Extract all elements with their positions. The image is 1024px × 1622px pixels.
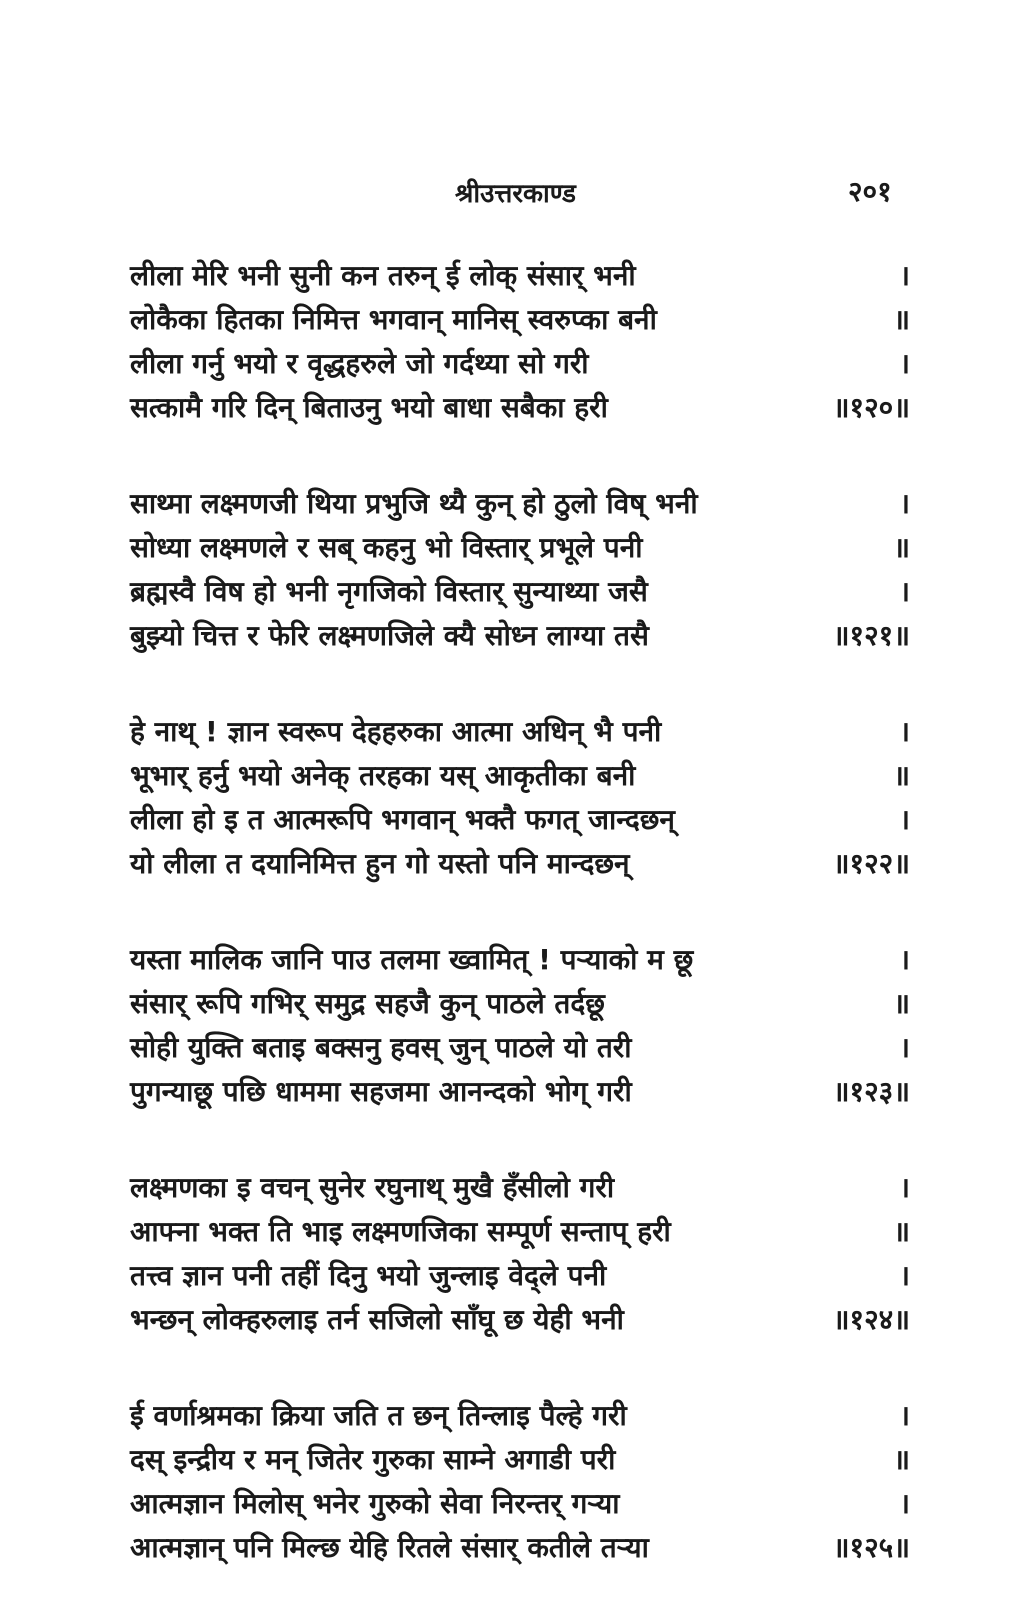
verse-text: दस् इन्द्रीय र मन् जितेर गुरुका साम्ने अगाडी परी — [130, 1443, 616, 1476]
page-number: २०१ — [848, 175, 892, 208]
verse-number: ॥१२३॥ — [832, 1075, 910, 1108]
verse-text: आत्मज्ञान् पनि मिल्छ येहि रितले संसार् कतीले तऱ्या — [130, 1531, 649, 1564]
verse-end-mark: । — [899, 259, 910, 292]
page-header — [0, 174, 1024, 214]
verse-number: ॥१२२॥ — [832, 847, 910, 880]
verse-line — [130, 386, 910, 430]
verse-line — [130, 1526, 910, 1570]
verse-text: तत्त्व ज्ञान पनी तहीं दिनु भयो जुन्लाइ वेद्ले पनी — [130, 1259, 607, 1292]
verse-end-mark: ॥ — [893, 303, 910, 336]
stanza — [130, 254, 910, 430]
verse-line — [130, 1166, 910, 1210]
verse-number: ॥१२०॥ — [832, 391, 910, 424]
stanza — [130, 1166, 910, 1342]
verse-line — [130, 526, 910, 570]
verse-end-mark: । — [899, 1487, 910, 1520]
stanza — [130, 482, 910, 658]
verse-text: ब्रह्मस्वै विष हो भनी नृगजिको विस्तार् सुन्याथ्या जसै — [130, 575, 648, 608]
verse-end-mark: । — [899, 943, 910, 976]
verse-text: सत्कामै गरि दिन् बिताउनु भयो बाधा सबैका हरी — [130, 391, 608, 424]
verse-text: लीला मेरि भनी सुनी कन तरुन् ई लोक् संसार् भनी — [130, 259, 636, 292]
verse-end-mark: । — [899, 1031, 910, 1064]
verse-end-mark: । — [899, 347, 910, 380]
verse-line — [130, 570, 910, 614]
stanza — [130, 710, 910, 886]
verse-text: सोध्या लक्ष्मणले र सब् कहनु भो विस्तार् प्रभूले पनी — [130, 531, 643, 564]
verse-text: बुझ्यो चित्त र फेरि लक्ष्मणजिले क्यै सोध्न लाग्या तसै — [130, 619, 649, 652]
verse-end-mark: ॥ — [893, 759, 910, 792]
verse-line — [130, 982, 910, 1026]
verse-text: लोकैका हितका निमित्त भगवान् मानिस् स्वरुप्का बनी — [130, 303, 657, 336]
verse-text: ई वर्णाश्रमका क्रिया जति त छन् तिन्लाइ पैल्हे गरी — [130, 1399, 627, 1432]
verse-text: भूभार् हर्नु भयो अनेक् तरहका यस् आकृतीका बनी — [130, 759, 636, 792]
verse-line — [130, 1438, 910, 1482]
chapter-title: श्रीउत्तरकाण्ड — [455, 179, 576, 209]
verse-line — [130, 614, 910, 658]
verse-text: सोही युक्ति बताइ बक्सनु हवस् जुन् पाठले यो तरी — [130, 1031, 632, 1064]
verse-text: आत्मज्ञान मिलोस् भनेर गुरुको सेवा निरन्तर् गऱ्या — [130, 1487, 620, 1520]
verse-end-mark: । — [899, 575, 910, 608]
verse-text: भन्छन् लोक्हरुलाइ तर्न सजिलो साँघू छ येही भनी — [130, 1303, 624, 1336]
verse-text: यस्ता मालिक जानि पाउ तलमा ख्वामित् ! पऱ्याको म छू — [130, 943, 694, 976]
stanza — [130, 938, 910, 1114]
verse-line — [130, 754, 910, 798]
verse-end-mark: । — [899, 715, 910, 748]
verse-line — [130, 254, 910, 298]
verse-text: यो लीला त दयानिमित्त हुन गो यस्तो पनि मान्दछन् — [130, 847, 630, 880]
stanza — [130, 1394, 910, 1570]
verse-line — [130, 798, 910, 842]
verse-end-mark: । — [899, 487, 910, 520]
verse-body — [130, 254, 910, 1622]
verse-line — [130, 842, 910, 886]
verse-line — [130, 938, 910, 982]
verse-text: लीला गर्नु भयो र वृद्धहरुले जो गर्दथ्या सो गरी — [130, 347, 589, 380]
verse-end-mark: । — [899, 1171, 910, 1204]
verse-line — [130, 1210, 910, 1254]
verse-number: ॥१२४॥ — [832, 1303, 910, 1336]
verse-line — [130, 342, 910, 386]
verse-line — [130, 482, 910, 526]
verse-end-mark: ॥ — [893, 1443, 910, 1476]
verse-text: लीला हो इ त आत्मरूपि भगवान् भक्तै फगत् जान्दछन् — [130, 803, 675, 836]
verse-number: ॥१२१॥ — [832, 619, 910, 652]
verse-end-mark: ॥ — [893, 987, 910, 1020]
verse-text: लक्ष्मणका इ वचन् सुनेर रघुनाथ् मुखै हँसीलो गरी — [130, 1171, 615, 1204]
verse-end-mark: ॥ — [893, 531, 910, 564]
verse-text: पुगन्याछू पछि धाममा सहजमा आनन्दको भोग् गरी — [130, 1075, 632, 1108]
verse-text: आफ्ना भक्त ति भाइ लक्ष्मणजिका सम्पूर्ण सन्ताप् हरी — [130, 1215, 671, 1248]
verse-end-mark: । — [899, 1399, 910, 1432]
verse-end-mark: ॥ — [893, 1215, 910, 1248]
verse-line — [130, 298, 910, 342]
verse-number: ॥१२५॥ — [832, 1531, 910, 1564]
verse-end-mark: । — [899, 803, 910, 836]
verse-text: हे नाथ् ! ज्ञान स्वरूप देहहरुका आत्मा अधिन् भै पनी — [130, 715, 662, 748]
verse-end-mark: । — [899, 1259, 910, 1292]
verse-line — [130, 710, 910, 754]
verse-text: साथ्मा लक्ष्मणजी थिया प्रभुजि थ्यै कुन् हो ठुलो विष् भनी — [130, 487, 698, 520]
verse-line — [130, 1026, 910, 1070]
verse-line — [130, 1298, 910, 1342]
verse-line — [130, 1482, 910, 1526]
verse-line — [130, 1254, 910, 1298]
verse-line — [130, 1394, 910, 1438]
verse-line — [130, 1070, 910, 1114]
verse-text: संसार् रूपि गभिर् समुद्र सहजै कुन् पाठले तर्दछू — [130, 987, 605, 1020]
